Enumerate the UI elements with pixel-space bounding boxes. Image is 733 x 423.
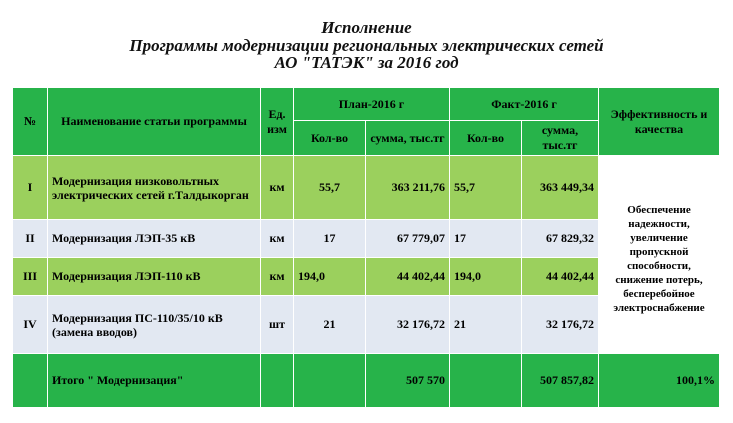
total-fact-qty	[450, 354, 522, 408]
row-num: IV	[13, 296, 48, 354]
header-effect: Эффективность и качества	[599, 88, 720, 156]
header-plan: План-2016 г	[294, 88, 450, 121]
row-plan-sum: 44 402,44	[366, 258, 450, 296]
header-name: Наименование статьи программы	[48, 88, 261, 156]
row-fact-qty: 17	[450, 220, 522, 258]
row-unit: шт	[261, 296, 294, 354]
header-fact-sum: сумма, тыс.тг	[522, 121, 599, 156]
row-name: Модернизация ПС-110/35/10 кВ (замена вводов)	[48, 296, 261, 354]
header-fact: Факт-2016 г	[450, 88, 599, 121]
row-unit: км	[261, 156, 294, 220]
total-plan-sum: 507 570	[366, 354, 450, 408]
row-name: Модернизация ЛЭП-110 кВ	[48, 258, 261, 296]
row-name: Модернизация низковольтных электрических сетей г.Талдыкорган	[48, 156, 261, 220]
row-num: I	[13, 156, 48, 220]
row-fact-qty: 194,0	[450, 258, 522, 296]
total-num	[13, 354, 48, 408]
title-line-2: Программы модернизации региональных электрических сетей	[129, 36, 604, 55]
row-plan-qty: 194,0	[294, 258, 366, 296]
row-plan-qty: 55,7	[294, 156, 366, 220]
total-plan-qty	[294, 354, 366, 408]
header-unit: Ед. изм	[261, 88, 294, 156]
row-num: II	[13, 220, 48, 258]
table-row	[13, 156, 720, 220]
effect-description: Обеспечение надежности, увеличение пропускной способности, снижение потерь, бесперебойное электроснабжение	[599, 156, 720, 354]
row-fact-sum: 67 829,32	[522, 220, 599, 258]
total-fact-sum: 507 857,82	[522, 354, 599, 408]
header-fact-qty: Кол-во	[450, 121, 522, 156]
header-num: №	[13, 88, 48, 156]
row-fact-sum: 363 449,34	[522, 156, 599, 220]
total-row	[13, 354, 720, 408]
total-unit	[261, 354, 294, 408]
row-fact-sum: 44 402,44	[522, 258, 599, 296]
row-plan-qty: 17	[294, 220, 366, 258]
header-plan-sum: сумма, тыс.тг	[366, 121, 450, 156]
row-num: III	[13, 258, 48, 296]
modernization-table	[12, 87, 720, 408]
row-fact-sum: 32 176,72	[522, 296, 599, 354]
row-plan-sum: 363 211,76	[366, 156, 450, 220]
total-effect: 100,1%	[599, 354, 720, 408]
title-line-1: Исполнение	[321, 18, 412, 37]
row-plan-qty: 21	[294, 296, 366, 354]
header-row-1	[13, 88, 720, 121]
total-label: Итого " Модернизация"	[48, 354, 261, 408]
title-line-3: АО "ТАТЭК" за 2016 год	[274, 53, 459, 72]
row-plan-sum: 67 779,07	[366, 220, 450, 258]
row-fact-qty: 21	[450, 296, 522, 354]
header-plan-qty: Кол-во	[294, 121, 366, 156]
row-unit: км	[261, 258, 294, 296]
row-fact-qty: 55,7	[450, 156, 522, 220]
row-plan-sum: 32 176,72	[366, 296, 450, 354]
row-unit: км	[261, 220, 294, 258]
row-name: Модернизация ЛЭП-35 кВ	[48, 220, 261, 258]
